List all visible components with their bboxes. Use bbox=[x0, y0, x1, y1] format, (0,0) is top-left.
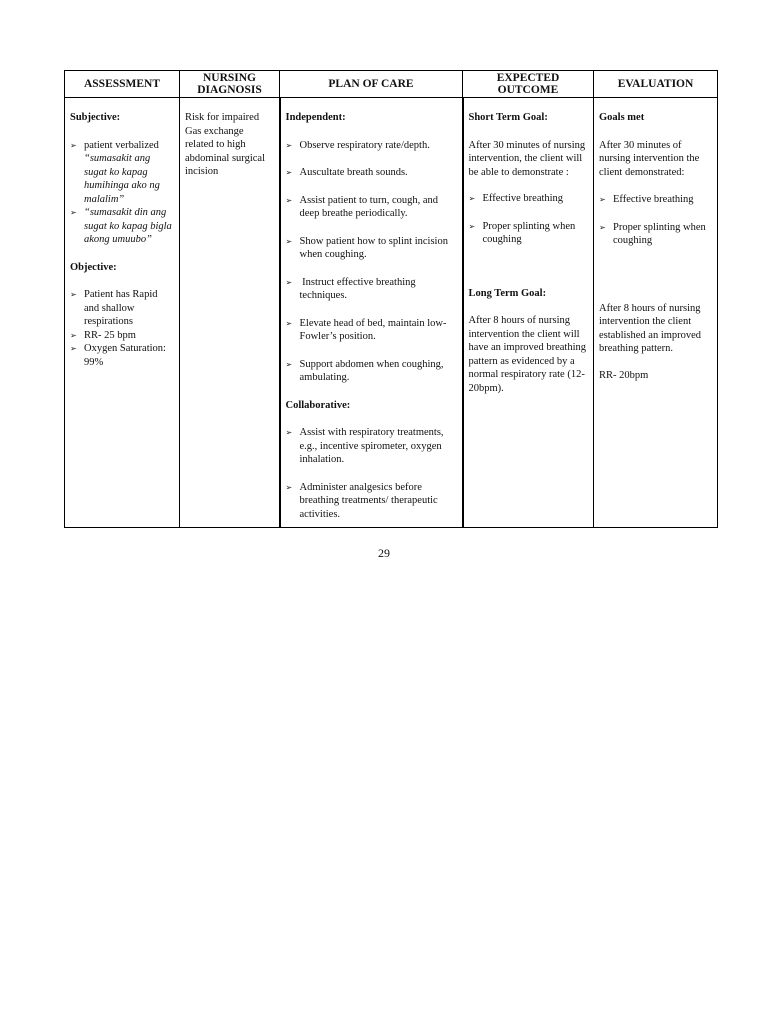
objective-item: Oxygen Saturation: 99% bbox=[84, 343, 166, 368]
header-expected-outcome: EXPECTED OUTCOME bbox=[463, 71, 594, 98]
objective-item: RR- 25 bpm bbox=[84, 329, 136, 341]
list-item bbox=[70, 139, 175, 153]
intervention-text: Instruct effective breathing techniques. bbox=[299, 276, 419, 301]
header-nursing-diagnosis: NURSING DIAGNOSIS bbox=[180, 71, 280, 98]
list-item bbox=[286, 426, 458, 467]
evaluation-rr: RR- 20bpm bbox=[599, 369, 649, 381]
subjective-quote: “sumasakit ang sugat ko kapag humihinga ako ng malalim” bbox=[84, 153, 160, 205]
assessment-cell bbox=[65, 98, 180, 528]
intervention-text: Show patient how to splint incision when coughing. bbox=[299, 235, 448, 260]
list-item bbox=[70, 152, 175, 206]
list-item bbox=[286, 276, 458, 303]
list-item bbox=[286, 166, 458, 180]
list-item bbox=[599, 221, 713, 248]
arrow-bullet-icon: ➢ bbox=[599, 222, 606, 232]
arrow-bullet-icon: ➢ bbox=[285, 140, 293, 150]
arrow-bullet-icon: ➢ bbox=[70, 344, 77, 353]
diagnosis-text: Risk for impaired Gas exchange related to high abdominal surgical incision bbox=[185, 112, 265, 177]
header-evaluation: EVALUATION bbox=[594, 71, 718, 98]
outcome-item: Effective breathing bbox=[482, 193, 564, 204]
goals-met-label: Goals met bbox=[599, 112, 645, 123]
header-plan-of-care: PLAN OF CARE bbox=[280, 71, 463, 98]
arrow-bullet-icon: ➢ bbox=[285, 428, 293, 437]
independent-label: Independent: bbox=[285, 112, 346, 123]
evaluation-cell bbox=[594, 98, 718, 528]
intervention-text: Support abdomen when coughing, ambulating. bbox=[299, 358, 444, 383]
arrow-bullet-icon: ➢ bbox=[599, 195, 606, 204]
objective-label: Objective: bbox=[70, 261, 117, 273]
list-item bbox=[286, 358, 458, 385]
arrow-bullet-icon: ➢ bbox=[70, 140, 77, 150]
intervention-text: Administer analgesics before breathing treatments/ therapeutic activities. bbox=[299, 481, 438, 520]
arrow-bullet-icon: ➢ bbox=[285, 168, 293, 177]
short-term-goal-label: Short Term Goal: bbox=[468, 112, 548, 123]
objective-item: Patient has Rapid and shallow respirations bbox=[84, 289, 158, 327]
list-item bbox=[469, 220, 590, 247]
header-row bbox=[65, 71, 718, 98]
long-term-goal-label: Long Term Goal: bbox=[468, 287, 547, 299]
list-item bbox=[70, 288, 175, 329]
arrow-bullet-icon: ➢ bbox=[70, 330, 77, 340]
arrow-bullet-icon: ➢ bbox=[285, 318, 293, 328]
collaborative-label: Collaborative: bbox=[285, 399, 351, 411]
diagnosis-cell bbox=[180, 98, 280, 528]
list-item bbox=[70, 329, 175, 343]
arrow-bullet-icon: ➢ bbox=[70, 208, 77, 217]
short-term-goal-text: After 30 minutes of nursing intervention, the client will be able to demonstrate : bbox=[468, 139, 586, 178]
list-item bbox=[286, 139, 458, 153]
intervention-text: Elevate head of bed, maintain low-Fowler’s position. bbox=[299, 317, 447, 342]
intervention-text: Assist patient to turn, cough, and deep breathe periodically. bbox=[299, 194, 439, 219]
long-term-goal-text: After 8 hours of nursing intervention the client will have an improved breathing pattern as evidenced by a normal respiratory rate (12-20bpm). bbox=[468, 315, 586, 394]
list-item bbox=[70, 342, 175, 369]
arrow-bullet-icon: ➢ bbox=[468, 221, 476, 231]
list-item bbox=[70, 206, 175, 247]
subjective-label: Subjective: bbox=[70, 112, 121, 123]
list-item bbox=[599, 193, 713, 207]
intervention-text: Observe respiratory rate/depth. bbox=[299, 139, 430, 151]
intervention-text: Auscultate breath sounds. bbox=[299, 167, 408, 178]
header-assessment: ASSESSMENT bbox=[65, 71, 180, 98]
arrow-bullet-icon: ➢ bbox=[285, 482, 293, 492]
page-number: 29 bbox=[378, 546, 390, 560]
evaluation-text: After 30 minutes of nursing intervention the client demonstrated: bbox=[599, 139, 700, 178]
list-item bbox=[469, 192, 590, 206]
list-item bbox=[286, 317, 458, 344]
table-row bbox=[65, 98, 718, 528]
arrow-bullet-icon: ➢ bbox=[285, 277, 293, 287]
subjective-quote: “sumasakit din ang sugat ko kapag bigla akong umuubo” bbox=[84, 207, 172, 245]
list-item bbox=[286, 194, 458, 221]
plan-of-care-cell bbox=[280, 98, 463, 528]
intervention-text: Assist with respiratory treatments, e.g., incentive spirometer, oxygen inhalation. bbox=[299, 427, 444, 465]
evaluation-text: After 8 hours of nursing intervention the client established an improved breathing pattern. bbox=[599, 302, 702, 354]
evaluation-item: Effective breathing bbox=[613, 194, 694, 205]
subjective-item: patient verbalized bbox=[84, 139, 159, 151]
arrow-bullet-icon: ➢ bbox=[285, 195, 293, 205]
list-item bbox=[286, 481, 458, 522]
arrow-bullet-icon: ➢ bbox=[468, 194, 476, 203]
evaluation-item: Proper splinting when coughing bbox=[613, 221, 706, 246]
list-item bbox=[286, 235, 458, 262]
expected-outcome-cell bbox=[463, 98, 594, 528]
outcome-item: Proper splinting when coughing bbox=[482, 220, 576, 245]
nursing-care-plan-table bbox=[64, 70, 718, 528]
arrow-bullet-icon: ➢ bbox=[285, 236, 293, 246]
arrow-bullet-icon: ➢ bbox=[70, 290, 77, 299]
arrow-bullet-icon: ➢ bbox=[285, 359, 293, 369]
